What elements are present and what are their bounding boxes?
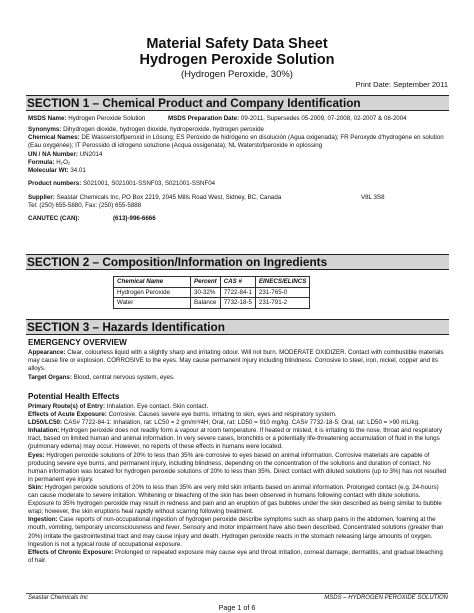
canutec-label: CANUTEC (CAN):	[28, 215, 80, 222]
section-2-heading: SECTION 2 – Composition/Information on Ingredients	[26, 254, 449, 270]
target-organs-value: Blood, central nervous system, eyes.	[73, 374, 175, 381]
product-numbers-value: S021001, S021001-SSNF03, S021001-SSNF04	[83, 180, 216, 187]
table-cell: Water	[114, 298, 191, 309]
product-subtitle: (Hydrogen Peroxide, 30%)	[181, 69, 293, 80]
supplier-postal: V8L 3S8	[361, 194, 385, 201]
eyes-paragraph	[28, 452, 448, 484]
canutec-row	[28, 215, 448, 223]
route-label: Primary Route(s) of Entry:	[28, 403, 106, 410]
prep-date-value: 09-2011, Supersedes 05-2009, 07-2008, 02-2007 & 08-2004	[240, 115, 407, 122]
supplier-phone: Tel: (250) 655-5880, Fax: (250) 655-5888	[28, 202, 142, 209]
page-number: Page 1 of 6	[218, 603, 256, 612]
supplier-value: Seastar Chemicals Inc, PO Box 2219, 2045 Mills Road West, Sidney, BC, Canada	[56, 194, 282, 201]
route-value: Inhalation. Eye contact. Skin contact.	[106, 403, 209, 410]
table-header-row	[114, 277, 310, 288]
table-cell: 7732-18-5	[220, 298, 255, 309]
document-title: Material Safety Data Sheet	[146, 36, 328, 52]
msds-name-label: MSDS Name:	[28, 115, 67, 122]
inhalation-value: Hydrogen peroxide does not readily form a vapour at room temperature. If heated or misted, it is irritating to the nose, throat and respiratory tract, based on limited human and animal information. In very severe cases, bronchitis or a potentially life-threatening accumulation of fluid in the lungs (pulmonary edema) may occur. However, no reports of these effects in humans were located.	[28, 427, 443, 451]
formula-label: Formula:	[28, 159, 55, 166]
table-cell: 30-32%	[191, 287, 221, 298]
synonyms-label: Synonyms:	[28, 126, 62, 133]
ingestion-paragraph	[28, 516, 448, 548]
composition-table	[113, 276, 310, 309]
ld50-label: LD50/LC50:	[28, 419, 63, 427]
un-number-label: UN / NA Number:	[28, 151, 78, 158]
column-header: Chemical Name	[114, 277, 191, 288]
route-of-entry-row	[28, 403, 448, 411]
table-cell: Balance	[191, 298, 221, 309]
inhalation-paragraph	[28, 427, 448, 451]
column-header: EINECS/ELINCS	[255, 277, 309, 288]
eyes-value: Hydrogen peroxide solutions of 20% to less than 35% are corrosive to eyes based on animal information. Corrosive materials are capable of producing severe eye burns, and permanent injury, including blindness, depending on the concentration of the solutions and duration of contact. No human information was located for hydrogen peroxide solutions of 20% to less than 35%. Direct contact with diluted solutions (up to 3%) has not resulted in permanent eye injury.	[28, 451, 447, 483]
molecular-weight-value: 34.01	[70, 167, 86, 174]
skin-paragraph	[28, 484, 448, 516]
target-organs-row	[28, 374, 448, 382]
target-organs-label: Target Organs:	[28, 374, 72, 381]
emergency-overview-heading: EMERGENCY OVERVIEW	[28, 338, 127, 347]
product-title: Hydrogen Peroxide Solution	[139, 52, 335, 68]
section-3-heading: SECTION 3 – Hazards Identification	[26, 319, 449, 335]
chemical-names-label: Chemical Names:	[28, 134, 80, 141]
eyes-label: Eyes:	[28, 451, 45, 459]
print-date: Print Date: September 2011	[355, 80, 448, 89]
ingestion-label: Ingestion:	[28, 516, 58, 524]
skin-value: Hydrogen peroxide solutions of 20% to less than 35% are very mild skin irritants based on animal information. Prolonged contact (e.g. 24-hours) can cause moderate to severe irritation. Whitening or bleaching of the skin has been observed in humans following contact with dilute solutions. Exposure to 35% hydrogen peroxide may result in redness and pain and an eruption of gas bubbles under the skin described as being similar to bubble wrap; however, the skin eruptions heal rapidly without scarring following treatment.	[28, 483, 442, 516]
product-numbers-row	[28, 180, 448, 188]
formula-value: H₂O₂	[56, 159, 71, 166]
column-header: CAS #	[220, 277, 255, 288]
potential-health-effects-heading: Potential Health Effects	[28, 392, 120, 401]
supplier-label: Supplier:	[28, 194, 55, 201]
table-cell: 231-765-0	[255, 287, 309, 298]
table-cell: Hydrogen Peroxide	[114, 287, 191, 298]
un-number-row	[28, 151, 448, 159]
synonyms-row	[28, 126, 448, 134]
footer-document-name: MSDS – HYDROGEN PEROXIDE SOLUTION	[324, 595, 448, 601]
chemical-names-row	[28, 134, 448, 150]
appearance-value: Clear, colourless liquid with a slightly sharp and irritating odour. Will not burn. MODERATE OXIDIZER. Contact with combustible materials may cause fire or explosion. CORROSIVE to the eyes. May cause permanent injury including blindness. Corrosive to steel, iron, nickel, copper and its alloys.	[28, 349, 444, 373]
column-header: Percent	[191, 277, 221, 288]
table-cell: 7722-84-1	[220, 287, 255, 298]
prep-date-label: MSDS Preparation Date:	[168, 115, 240, 122]
synonyms-value: Dihydrogen dioxide, hydrogen dioxide, hydroperoxide, hydrogen peroxide	[63, 126, 264, 133]
ld50-value: CAS# 7722-84-1: Inhalation, rat: LC50 = 2 gm/m³/4H; Oral, rat: LD50 = 910 mg/kg. CAS# 7732-18-5: Oral, rat: LD50 = >90 mL/kg.	[63, 419, 420, 427]
table-row	[114, 298, 310, 309]
formula-row	[28, 159, 448, 167]
chronic-label: Effects of Chronic Exposure:	[28, 548, 114, 556]
ld50-row	[28, 419, 448, 427]
canutec-value: (613)-996-6666	[113, 215, 156, 222]
acute-label: Effects of Acute Exposure:	[28, 411, 107, 419]
molecular-weight-row	[28, 167, 448, 175]
table-row	[114, 287, 310, 298]
footer-divider	[26, 593, 448, 594]
prep-date-row	[168, 115, 448, 123]
ingestion-value: Case reports of non-occupational ingestion of hydrogen peroxide describe symptoms such as sharp pains in the abdomen, foaming at the mouth, vomiting, temporary unconsciousness and fever. Sensory and motor impairment have also been described. Concentrated solutions (greater than 20%) irritate the gastrointestinal tract and may cause injury and death. Hydrogen peroxide reacts in the stomach releasing large amounts of oxygen. Ingestion is not a typical route of occupational exposure.	[28, 516, 444, 548]
chronic-exposure-paragraph	[28, 549, 448, 565]
acute-exposure-row	[28, 411, 448, 419]
acute-value: Corrosive. Causes severe eye burns. Irritating to skin, eyes and respiratory system.	[108, 411, 337, 419]
skin-label: Skin:	[28, 483, 44, 491]
health-effects-body	[28, 403, 448, 565]
chronic-value: Prolonged or repeated exposure may cause eye and throat irritation, corneal damage, dermatitis, and gradual bleaching of hair.	[28, 548, 443, 564]
chemical-names-value: DE Wasserstoffperoxid in Lösung; ES Peróxido de hidrógeno en disolución (Agua oxigenada); FR Peroxyde d'hydrogène en solution (Eau oxygénée); IT Perossido di idrogeno soluzione (Acqua ossigenata); NL Waterstofperoxide in oplossing	[28, 134, 444, 150]
table-cell: 231-791-2	[255, 298, 309, 309]
appearance-paragraph	[28, 349, 448, 373]
product-numbers-label: Product numbers:	[28, 180, 82, 187]
un-number-value: UN2014	[79, 151, 103, 158]
inhalation-label: Inhalation:	[28, 427, 60, 435]
section-1-heading: SECTION 1 – Chemical Product and Company Identification	[26, 95, 449, 111]
msds-name-value: Hydrogen Peroxide Solution	[68, 115, 146, 122]
appearance-label: Appearance:	[28, 349, 66, 356]
footer-company: Seastar Chemicals Inc	[28, 595, 89, 601]
molecular-weight-label: Molecular Wt:	[28, 167, 69, 174]
